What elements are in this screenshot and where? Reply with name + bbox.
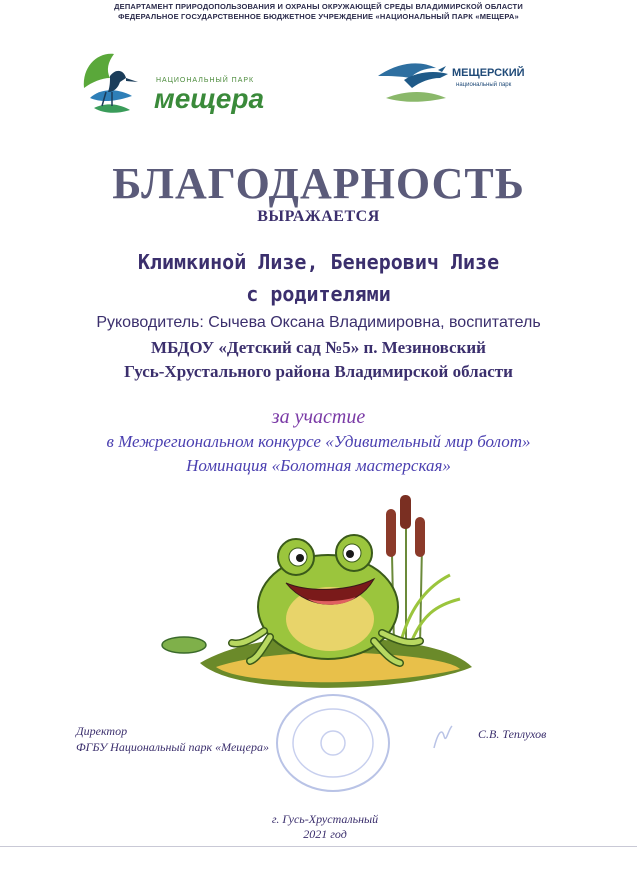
meshchera-park-logo xyxy=(80,48,290,120)
page-edge-divider xyxy=(0,846,637,847)
director-role: Директор xyxy=(76,724,128,738)
meshchersky-park-logo xyxy=(376,54,556,110)
organization-line-1: МБДОУ «Детский сад №5» п. Мезиновский xyxy=(151,338,486,357)
footer-city: г. Гусь-Хрустальный xyxy=(271,812,379,826)
logo-left-big-text: мещера xyxy=(154,83,265,114)
header-line-2: ФЕДЕРАЛЬНОЕ ГОСУДАРСТВЕННОЕ БЮДЖЕТНОЕ УЧРЕЖДЕНИЕ «НАЦИОНАЛЬНЫЙ ПАРК «МЕЩЕРА» xyxy=(118,12,519,21)
frog-illustration xyxy=(160,495,490,695)
leader-line: Руководитель: Сычева Оксана Владимировна, воспитатель xyxy=(96,314,541,331)
flying-bird-icon xyxy=(378,63,448,101)
recipients-line-1: Климкиной Лизе, Бенерович Лизе xyxy=(137,250,500,274)
organization-line-2: Гусь-Хрустального района Владимирской области xyxy=(124,362,513,381)
logo-right-small-text: национальный парк xyxy=(456,82,512,88)
official-stamp xyxy=(268,688,398,798)
signature-mark xyxy=(430,722,456,752)
contest-name: в Межрегиональном конкурсе «Удивительный мир болот» xyxy=(106,432,531,451)
for-participation: за участие xyxy=(271,406,366,428)
certificate-subtitle: ВЫРАЖАЕТСЯ xyxy=(257,208,380,225)
header-line-1: ДЕПАРТАМЕНТ ПРИРОДОПОЛЬЗОВАНИЯ И ОХРАНЫ ОКРУЖАЮЩЕЙ СРЕДЫ ВЛАДИМИРСКОЙ ОБЛАСТИ xyxy=(114,2,523,11)
recipients-line-2: с родителями xyxy=(246,282,391,306)
heron-emblem-icon xyxy=(84,54,138,113)
certificate-title: БЛАГОДАРНОСТЬ xyxy=(112,159,525,208)
signer-name: С.В. Теплухов xyxy=(478,727,547,741)
nomination: Номинация «Болотная мастерская» xyxy=(186,456,451,475)
footer-year: 2021 год xyxy=(303,827,347,841)
logo-left-small-text: НАЦИОНАЛЬНЫЙ ПАРК xyxy=(156,77,255,84)
logo-right-big-text: МЕЩЕРСКИЙ xyxy=(452,67,525,79)
director-organization: ФГБУ Национальный парк «Мещера» xyxy=(76,740,269,754)
